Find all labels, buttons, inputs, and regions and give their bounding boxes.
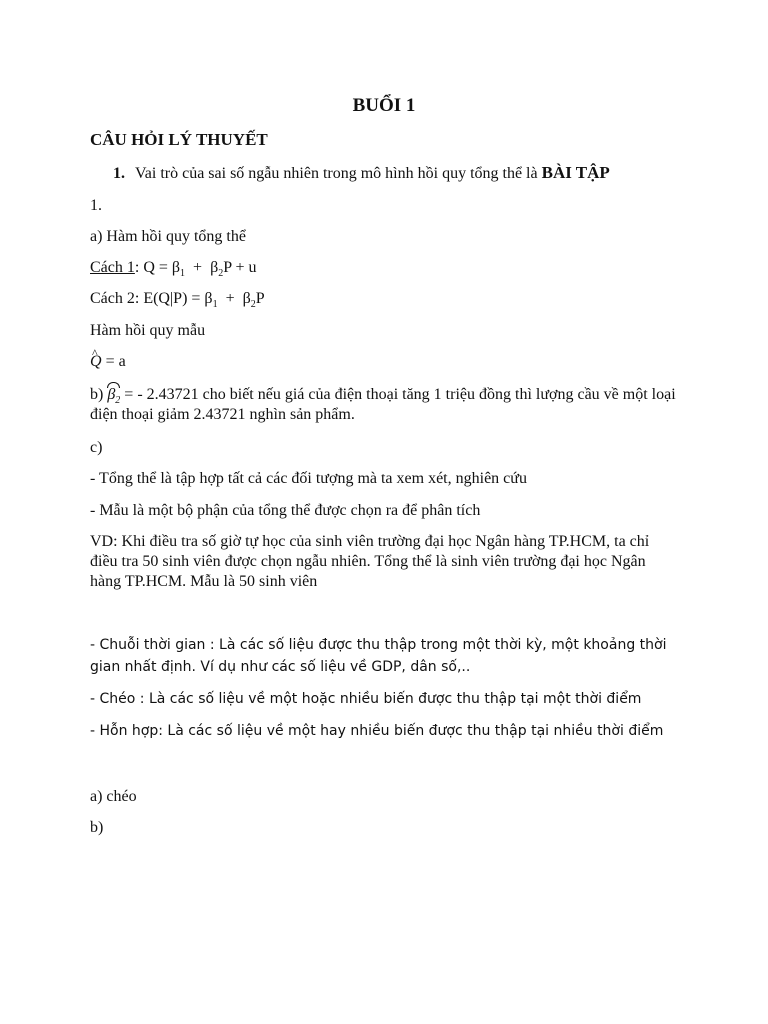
cach1-prefix: : Q = β — [134, 259, 181, 276]
b-prefix: b) — [90, 386, 108, 403]
paragraph-a-cheo: a) chéo — [90, 788, 137, 805]
cach1-label: Cách 1 — [90, 259, 135, 276]
item-number: 1. — [113, 165, 125, 182]
paragraph-cheo: - Chéo : Là các số liệu về một hoặc nhiều biến được thu thập tại một thời điểm — [90, 691, 642, 707]
equation-cach-1 — [90, 258, 680, 278]
page-title: BUỔI 1 — [352, 95, 416, 116]
paragraph-b — [90, 385, 680, 425]
paragraph-mau: - Mẫu là một bộ phận của tổng thể được chọn ra để phân tích — [90, 502, 481, 519]
paragraph-c-label: c) — [90, 439, 103, 456]
numbered-item-1 — [113, 163, 703, 184]
cach2-mid: + β — [217, 290, 251, 307]
cach1-mid: + β — [185, 259, 219, 276]
equation-qhat — [90, 352, 680, 372]
beta-hat-symbol — [107, 385, 120, 405]
item-bold-tail: BÀI TẬP — [541, 163, 610, 182]
section-heading: CÂU HỎI LÝ THUYẾT — [90, 130, 268, 149]
q-hat-rest: = a — [101, 353, 126, 370]
cach2-sub2: 2 — [250, 299, 256, 311]
paragraph-b-empty: b) — [90, 819, 104, 836]
paragraph-tong-the: - Tổng thể là tập hợp tất cả các đối tượng mà ta xem xét, nghiên cứu — [90, 470, 527, 487]
q-hat-symbol: ^ Q — [90, 352, 102, 372]
paragraph-hon-hop: - Hỗn hợp: Là các số liệu về một hay nhiều biến được thu thập tại nhiều thời điểm — [90, 723, 664, 739]
b-text: = - 2.43721 cho biết nếu giá của điện thoại tăng 1 triệu đồng thì lượng cầu về một loại điện thoại giảm 2.43721 nghìn sản phẩm. — [90, 386, 676, 423]
cach2-sub1: 1 — [212, 299, 218, 311]
cach1-sub2: 2 — [218, 268, 224, 280]
cach2-prefix: Cách 2: E(Q|P) = β — [90, 290, 213, 307]
equation-cach-2 — [90, 289, 680, 309]
paragraph-chuoi-thoi-gian: - Chuỗi thời gian : Là các số liệu được thu thập trong một thời kỳ, một khoảng thời gian nhất định. Ví dụ như các số liệu về GDP, dân số,.. — [90, 637, 667, 675]
cach2-suffix: P — [255, 290, 265, 307]
paragraph-sample-label: Hàm hồi quy mẫu — [90, 322, 206, 339]
beta-sub: 2 — [115, 395, 121, 407]
paragraph-vd: VD: Khi điều tra số giờ tự học của sinh viên trường đại học Ngân hàng TP.HCM, ta chỉ điều tra 50 sinh viên được chọn ngẫu nhiên. Tổng thể là sinh viên trường đại học Ngân hàng TP.HCM. Mẫu là 50 sinh viên — [90, 533, 650, 590]
paragraph-a-label: a) Hàm hồi quy tổng thể — [90, 228, 246, 245]
beta-symbol: β — [107, 386, 116, 403]
cach1-sub1: 1 — [180, 268, 186, 280]
cach1-suffix: P + u — [223, 259, 257, 276]
paragraph-1: 1. — [90, 197, 102, 214]
item-text: Vai trò của sai số ngẫu nhiên trong mô hình hồi quy tổng thể là — [135, 165, 538, 182]
